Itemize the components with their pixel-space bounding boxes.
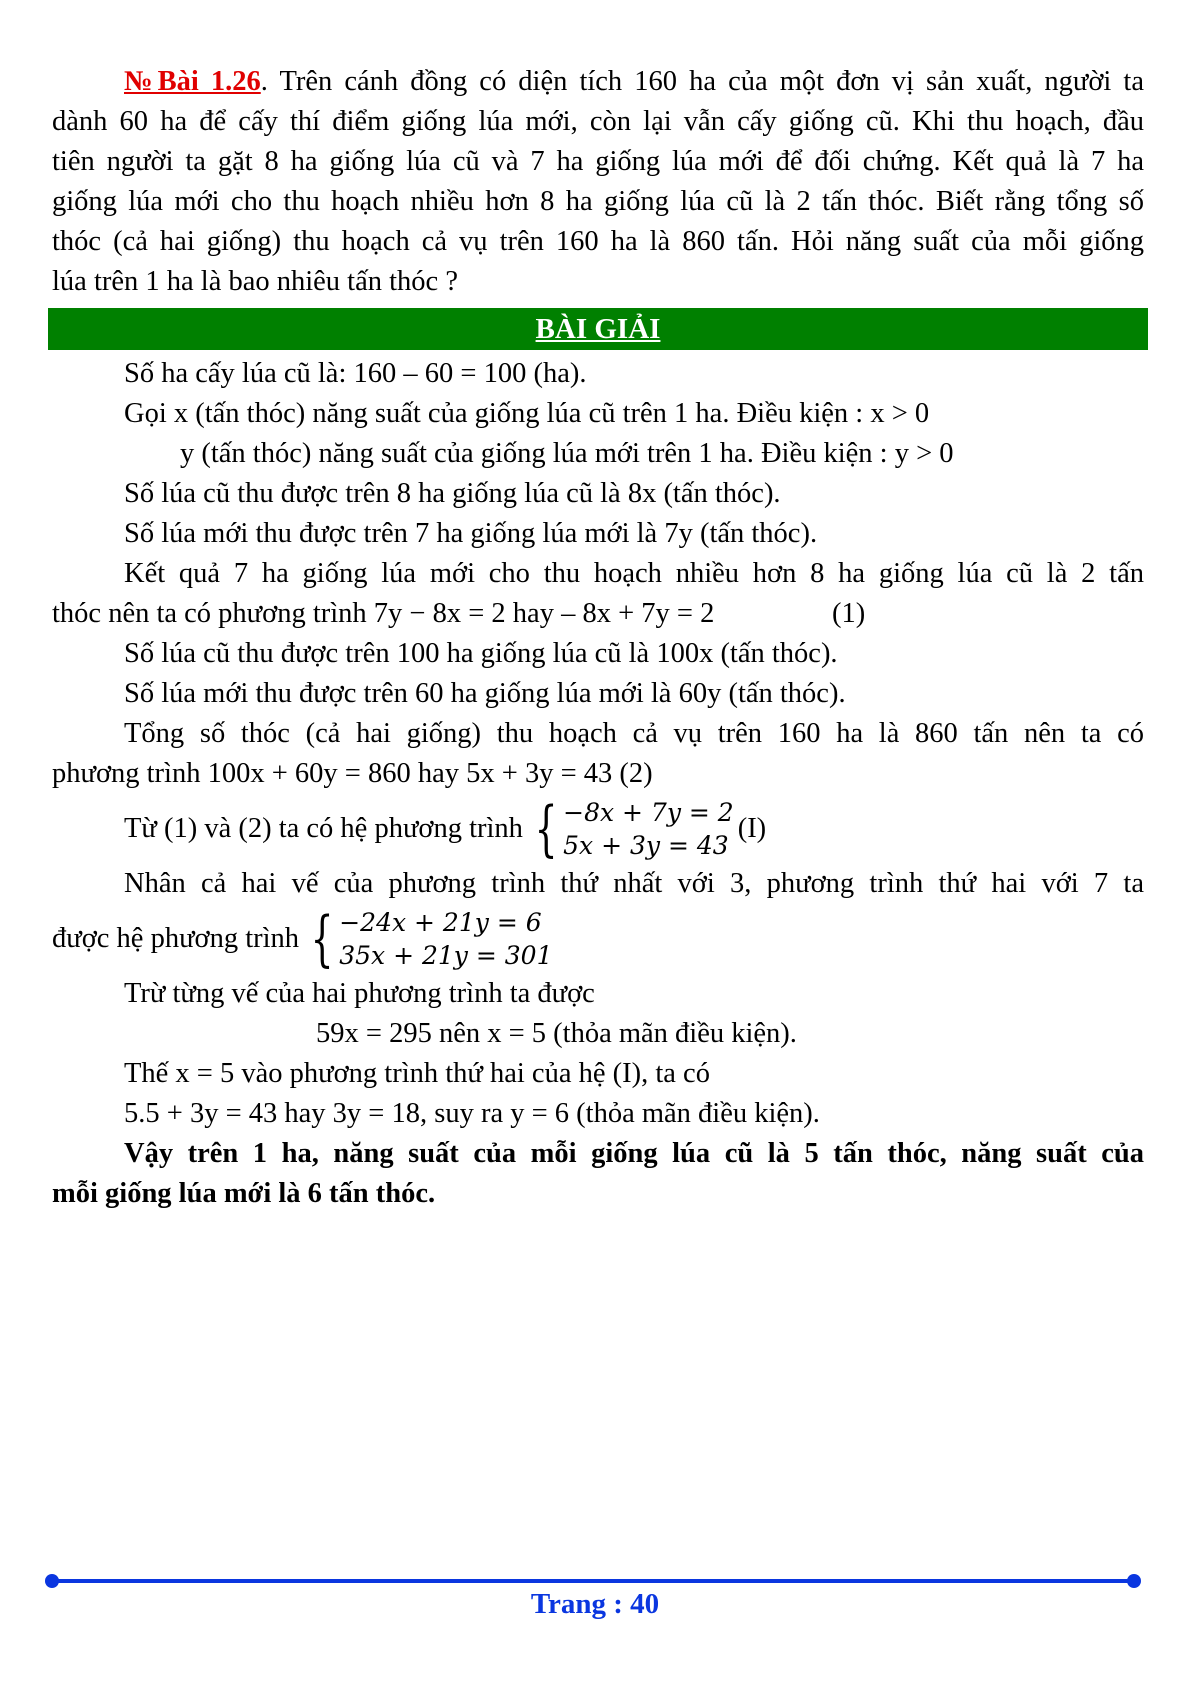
equation: 5x + 3y = 43 — [563, 831, 729, 860]
solution-line: Trừ từng vế của hai phương trình ta được — [124, 978, 595, 1009]
solution-header: BÀI GIẢI — [48, 308, 1148, 350]
solution-line: Kết quả 7 ha giống lúa mới cho thu hoạch nhiều hơn 8 ha giống lúa cũ là 2 tấn — [124, 558, 1144, 589]
conclusion-line: mỗi giống lúa mới là 6 tấn thóc. — [52, 1178, 436, 1209]
conclusion-line: Vậy trên 1 ha, năng suất của mỗi giống lúa cũ là 5 tấn thóc, năng suất của — [124, 1138, 1144, 1169]
solution-line: Gọi x (tấn thóc) năng suất của giống lúa cũ trên 1 ha. Điều kiện : x > 0 — [124, 398, 930, 429]
solution-line: Tổng số thóc (cả hai giống) thu hoạch cả vụ trên 160 ha là 860 tấn nên ta có — [124, 718, 1144, 749]
page-content — [52, 62, 1144, 1214]
solution-line: y (tấn thóc) năng suất của giống lúa mới trên 1 ha. Điều kiện : y > 0 — [180, 438, 954, 469]
problem-line: №Bài 1.26. Trên cánh đồng có diện tích 160 ha của một đơn vị sản xuất, người ta — [124, 66, 1144, 97]
problem-line: dành 60 ha để cấy thí điểm giống lúa mới, còn lại vẫn cấy giống cũ. Khi thu hoạch, đầu — [52, 106, 1144, 137]
problem-label: №Bài 1.26 — [124, 66, 261, 97]
system-line-1: Từ (1) và (2) ta có hệ phương trình { −8x + 7y = 2 5x + 3y = 43 (I) — [124, 794, 767, 864]
solution-line: 59x = 295 nên x = 5 (thỏa mãn điều kiện). — [316, 1018, 797, 1049]
solution-line: Số lúa mới thu được trên 60 ha giống lúa mới là 60y (tấn thóc). — [124, 678, 846, 709]
solution-line: phương trình 100x + 60y = 860 hay 5x + 3y = 43 (2) — [52, 758, 653, 789]
solution-line: Số lúa cũ thu được trên 8 ha giống lúa cũ là 8x (tấn thóc). — [124, 478, 781, 509]
solution-line: Số lúa cũ thu được trên 100 ha giống lúa cũ là 100x (tấn thóc). — [124, 638, 838, 669]
equation-number: (1) — [832, 598, 866, 629]
problem-line: thóc (cả hai giống) thu hoạch cả vụ trên 160 ha là 860 tấn. Hỏi năng suất của mỗi giống — [52, 226, 1144, 257]
equation: −24x + 21y = 6 — [339, 908, 542, 937]
problem-line: lúa trên 1 ha là bao nhiêu tấn thóc ? — [52, 266, 458, 297]
page-number: Trang : 40 — [530, 1588, 660, 1620]
solution-line: 5.5 + 3y = 43 hay 3y = 18, suy ra y = 6 (thỏa mãn điều kiện). — [124, 1098, 820, 1129]
equation: 35x + 21y = 301 — [339, 941, 553, 970]
equation-system-2 — [303, 906, 552, 972]
equation: −8x + 7y = 2 — [563, 798, 734, 827]
problem-line: tiên người ta gặt 8 ha giống lúa cũ và 7 ha giống lúa mới để đối chứng. Kết quả là 7 ha — [52, 146, 1144, 177]
solution-line: Số ha cấy lúa cũ là: 160 – 60 = 100 (ha). — [124, 358, 587, 389]
brace-icon: { — [534, 794, 558, 864]
system-line-2: được hệ phương trình { −24x + 21y = 6 35x + 21y = 301 — [52, 904, 553, 974]
problem-line: giống lúa mới cho thu hoạch nhiều hơn 8 ha giống lúa cũ là 2 tấn thóc. Biết rằng tổng số — [52, 186, 1144, 217]
solution-line: Số lúa mới thu được trên 7 ha giống lúa mới là 7y (tấn thóc). — [124, 518, 818, 549]
solution-line: Nhân cả hai vế của phương trình thứ nhất với 3, phương trình thứ hai với 7 ta — [124, 868, 1144, 899]
footer-dot-left — [45, 1574, 59, 1588]
solution-line: Thế x = 5 vào phương trình thứ hai của hệ (I), ta có — [124, 1058, 710, 1089]
equation-system-1 — [527, 796, 734, 862]
solution-line: thóc nên ta có phương trình 7y − 8x = 2 hay – 8x + 7y = 2 (1) — [52, 594, 1144, 634]
brace-icon: { — [310, 904, 334, 974]
footer-dot-right — [1127, 1574, 1141, 1588]
